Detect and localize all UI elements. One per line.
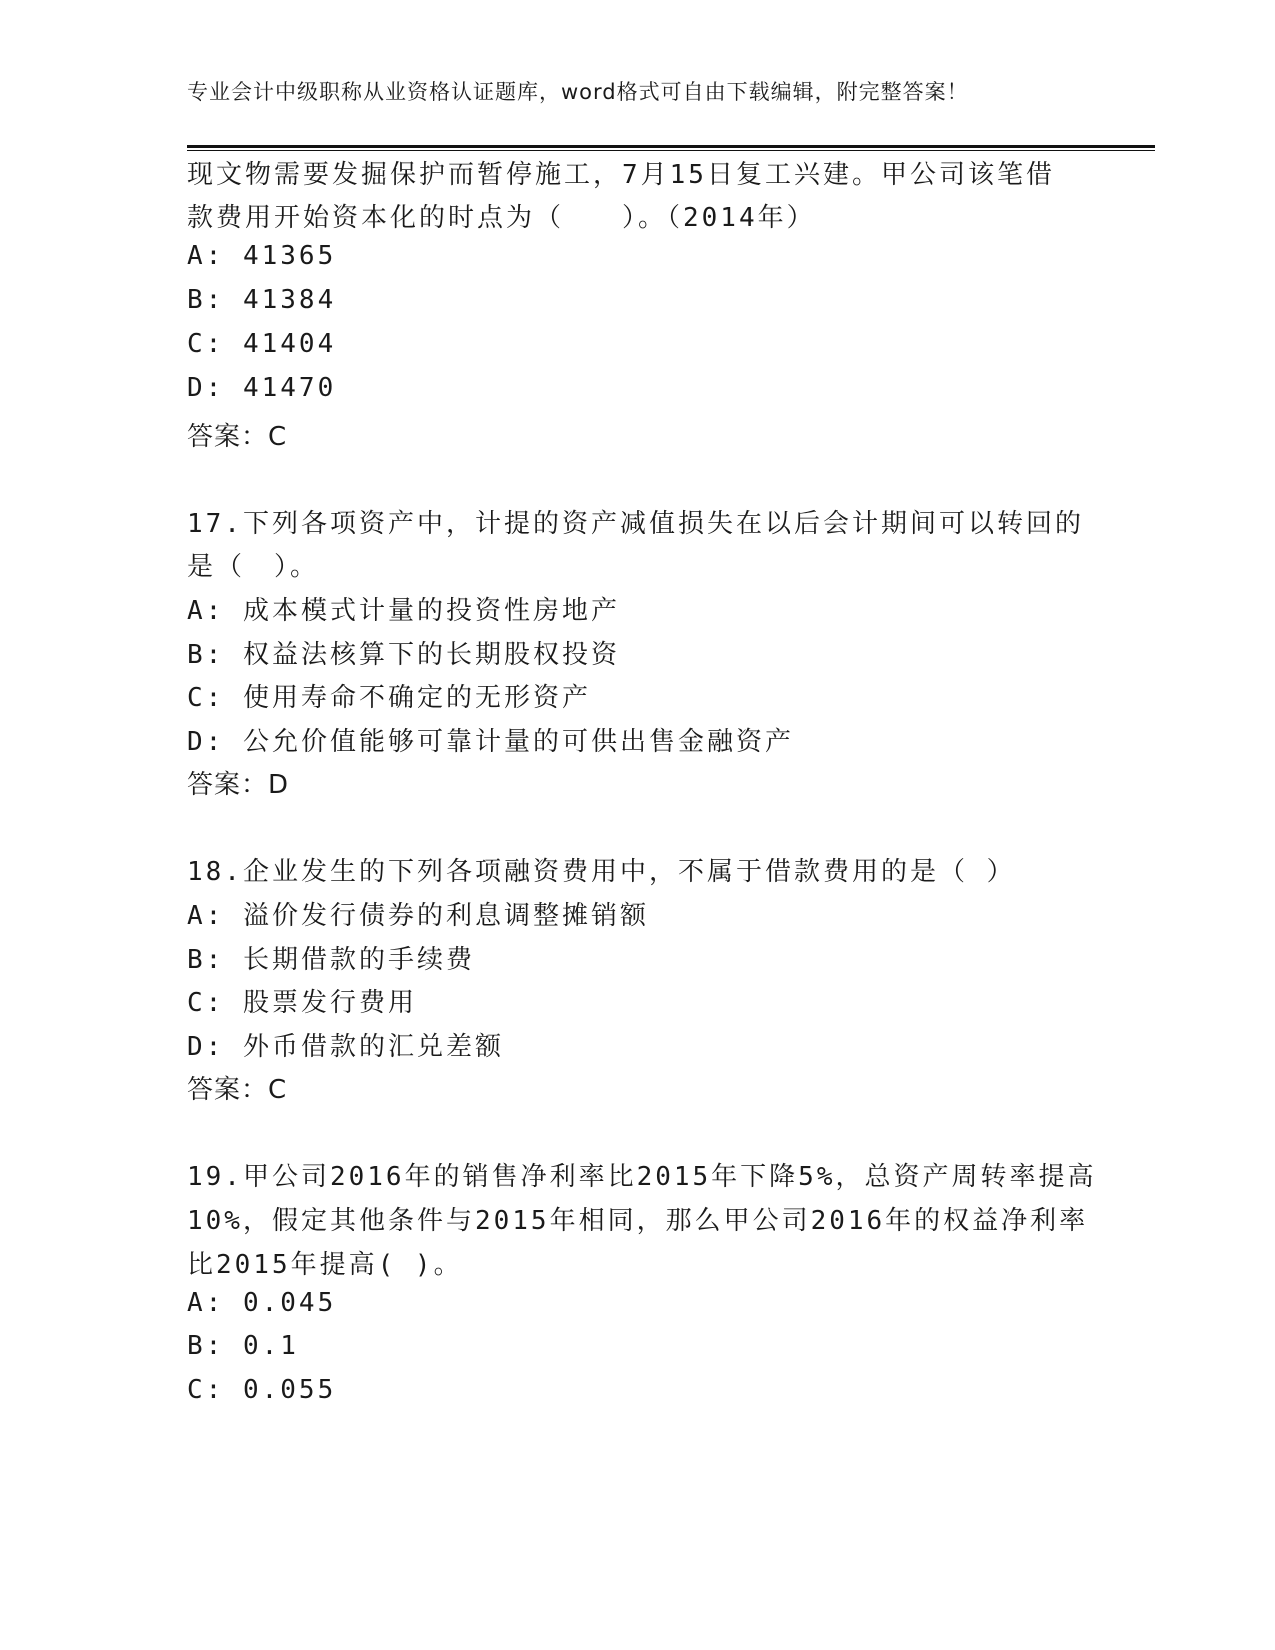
q16-option-b: B: 41384	[187, 285, 337, 315]
q17-option-a: A: 成本模式计量的投资性房地产	[187, 596, 620, 626]
q17-option-d: D: 公允价值能够可靠计量的可供出售金融资产	[187, 727, 794, 757]
q17-stem-line1: 17.下列各项资产中，计提的资产减值损失在以后会计期间可以转回的	[187, 509, 1084, 539]
q19-option-a: A: 0.045	[187, 1288, 337, 1318]
q19-stem-line3: 比2015年提高( )。	[187, 1250, 463, 1280]
q17-option-c: C: 使用寿命不确定的无形资产	[187, 683, 591, 713]
q17-option-b: B: 权益法核算下的长期股权投资	[187, 640, 620, 670]
q18-option-b: B: 长期借款的手续费	[187, 945, 475, 975]
header-divider-thin	[187, 150, 1155, 151]
q16-option-c: C: 41404	[187, 329, 337, 359]
q19-option-b: B: 0.1	[187, 1331, 299, 1361]
q18-option-d: D: 外币借款的汇兑差额	[187, 1032, 504, 1062]
q16-answer: 答案：C	[187, 422, 288, 452]
header-divider-thick	[187, 145, 1155, 148]
q19-option-c: C: 0.055	[187, 1375, 337, 1405]
q17-stem-line2: 是（ ）。	[187, 552, 320, 582]
q17-answer: 答案：D	[187, 770, 290, 800]
q19-stem-line2: 10%，假定其他条件与2015年相同，那么甲公司2016年的权益净利率	[187, 1206, 1089, 1236]
q18-answer: 答案：C	[187, 1075, 288, 1105]
q18-option-c: C: 股票发行费用	[187, 988, 417, 1018]
q18-option-a: A: 溢价发行债券的利息调整摊销额	[187, 901, 649, 931]
q16-stem-line2: 款费用开始资本化的时点为（ ）。（2014年）	[187, 203, 816, 233]
page-header: 专业会计中级职称从业资格认证题库，word格式可自由下载编辑，附完整答案！	[187, 80, 969, 104]
q19-stem-line1: 19.甲公司2016年的销售净利率比2015年下降5%，总资产周转率提高	[187, 1162, 1097, 1192]
q16-stem-line1: 现文物需要发掘保护而暂停施工，7月15日复工兴建。甲公司该笔借	[187, 160, 1055, 190]
q18-stem-line1: 18.企业发生的下列各项融资费用中，不属于借款费用的是（ ）	[187, 857, 1016, 887]
q16-option-a: A: 41365	[187, 241, 337, 271]
q16-option-d: D: 41470	[187, 373, 337, 403]
